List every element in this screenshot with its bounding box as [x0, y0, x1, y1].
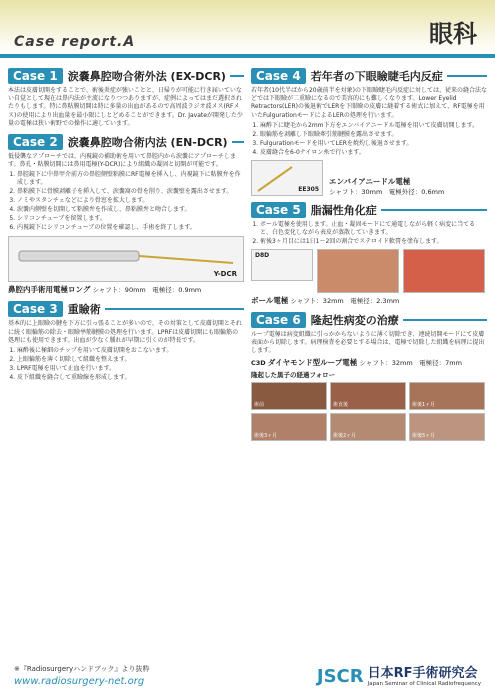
header-label: Case report.A: [14, 34, 136, 50]
ydcr-label: Y-DCR: [213, 270, 237, 279]
followup-photo: [409, 413, 485, 441]
case2-caption: [8, 284, 244, 295]
right-column: [251, 62, 487, 441]
case5-title: 脂漏性角化症: [310, 203, 377, 217]
case5-media-row: [251, 249, 487, 293]
followup-photo: [409, 382, 485, 410]
keratosis-photo: [317, 249, 399, 293]
jscr-logo-icon: JSCR: [316, 666, 364, 687]
case4-tag: Case 4: [251, 68, 306, 84]
photo-label: 術前: [254, 402, 265, 409]
followup-photo: [251, 413, 327, 441]
case6-photo-grid: [251, 382, 487, 441]
footer: [0, 660, 495, 700]
case2-step: 2. 鼻粘膜下に骨膜剥離子を挿入して、涙嚢窩の骨を削り、涙嚢壁を露出させます。: [17, 188, 244, 196]
case3-title: 重瞼術: [67, 303, 101, 317]
case1-heading: [8, 68, 244, 84]
case3-steps: [8, 347, 244, 382]
case2-body: 低侵襲なアプローチでは、内視鏡の補助術を用いて鼻腔内から涙嚢にアプローチします。鼻孔・粘膜切開には鼻用電極(Y-DCR)により組織の凝固と切開が可能です。: [8, 153, 237, 169]
case3-step: 2. 上眼輪筋を薄く切除して組織を整えます。: [17, 356, 244, 364]
left-column: [8, 62, 244, 383]
case2-step: 3. ノミやスタンチェなどにより骨窓を拡大します。: [17, 197, 244, 205]
case2-step: 6. 内視鏡下にシリコンチューブの位置を確認し、手術を終了します。: [17, 224, 244, 232]
case2-step: 4. 涙嚢内側壁を切開して粘膜弁を作成し、鼻粘膜弁と吻合します。: [17, 206, 244, 214]
followup-photo: [251, 382, 327, 410]
case6-rule: [403, 319, 487, 321]
keratosis-photo: [403, 249, 485, 293]
case3-body: 基本的に上眼瞼の腱を下方に引っ張ることが多いので、その対策として皮膚切開とそれに続く眼輪筋の除去・眼瞼挙筋腱膜の処理を行います。LPRFは皮膚切開にも眼輪筋の処理にも使用できます。出血が少なく腫れが早期に引くのが特長です。: [8, 320, 242, 344]
case4-step: 2. 眼輪筋を剥離し下眼瞼牽引筋腱膜を露出させます。: [260, 131, 487, 139]
footer-url[interactable]: www.radiosurgery-net.org: [14, 676, 145, 687]
case3-tag: Case 3: [8, 301, 63, 317]
case2-steps: [8, 171, 244, 232]
followup-photo: [330, 413, 406, 441]
photo-label: 術後3ヶ月: [254, 433, 278, 440]
case2-device-spec: シャフト：90mm 電極径：0.9mm: [92, 286, 202, 295]
header-divider: [0, 54, 495, 58]
case3-rule: [105, 308, 244, 310]
electrode-illustration: [9, 237, 244, 281]
case2-step: 5. シリコンチューブを留置します。: [17, 215, 244, 223]
case1-tag: Case 1: [8, 68, 63, 84]
case5-device-name: ボール電極: [251, 295, 289, 305]
case5-rule: [381, 209, 487, 211]
case6-heading: [251, 312, 487, 328]
case5-tag: Case 5: [251, 202, 306, 218]
header-title: 眼科: [429, 20, 477, 48]
case6-device-spec: シャフト：32mm 電極径：7mm: [359, 359, 462, 368]
case1-rule: [230, 75, 244, 77]
ydcr-electrode-image: [8, 236, 244, 282]
case2-title: 涙嚢鼻腔吻合術内法 (EN-DCR): [67, 136, 228, 150]
ee305-label: EE305: [298, 185, 319, 193]
case4-device-name: エンバイアニードル電極: [329, 176, 411, 186]
case5-heading: [251, 202, 487, 218]
case1-title: 涙嚢鼻腔吻合術外法 (EX-DCR): [67, 70, 226, 83]
case2-heading: [8, 134, 244, 150]
c3d-label: C3D: [251, 359, 266, 368]
case5-step: 2. 術後3ヶ月目には1日1〜2回の割合でステロイド軟膏を塗布します。: [260, 238, 487, 246]
org-logo: [317, 666, 481, 687]
case5-device-spec: シャフト：32mm 電極径：2.3mm: [290, 296, 400, 305]
case3-step: 1. 麻酔後に極細のチップを用いて皮膚切開をおこないます。: [17, 347, 244, 355]
case4-device-spec: シャフト：30mm 電極外径：0.6mm: [329, 187, 445, 196]
case2-device-name: 鼻腔内手術用電極ロング: [8, 285, 91, 295]
case6-body: ループ電極は病変組織に引っかからないように薄く切除でき、連続切開モードにて皮膚表面から切除します。病理検査を必要とする場合は、電極で切除した組織を病理に提出します。: [251, 330, 485, 355]
case1-body: 本法は皮膚切開をすることで、術後炎症が強いことと、日帰りが可能に行き届いていない自覚として現在は鼻内法が主流になりつつありますが、症例によってはまだ選択されたりもします。特に鼻粘膜切開は時に多量の出血があるので高周波ラジオ波メス(RFメス)の使用により出血量を最小限にしとどめることができます。Dr. Javateが開発した少量の電極は狭い術野での操作に適しています。: [8, 87, 243, 127]
photo-label: 術後5ヶ月: [412, 433, 436, 440]
case4-steps: [251, 122, 487, 157]
case6-followup-title: 隆起した黒子の経過フォロー: [251, 371, 336, 380]
case4-rule: [447, 75, 487, 77]
org-subtitle: Japan Seminar of Clinical Radiofrequency: [367, 680, 481, 687]
case6-caption: [251, 357, 487, 368]
d8d-electrode-image: [251, 249, 313, 281]
case6-tag: Case 6: [251, 312, 306, 328]
case3-heading: [8, 301, 244, 317]
org-name: 日本RF手術研究会: [367, 665, 478, 681]
case4-step: 3. Fulgurationモードを用いてLERを焼灼し後退させます。: [260, 140, 487, 148]
case6-device-name: ダイヤモンド型ループ電極: [267, 358, 358, 368]
case5-caption: [251, 295, 487, 306]
case4-caption: [329, 176, 444, 196]
case4-step: 4. 皮膚縫合を6-0ナイロン糸で行います。: [260, 149, 487, 157]
photo-label: 術後2ヶ月: [333, 433, 357, 440]
case3-step: 3. LPRF電極を用いて止血を行います。: [17, 365, 244, 373]
case4-title: 若年者の下眼瞼睫毛内反症: [310, 70, 443, 83]
case4-body: 若年者(10代半ばから20歳前半を対象)の下眼瞼睫毛内反症に対しては、従来の縫合法などでは下眼瞼が二重瞼になるので美容的にも難しくなります。Lower Eyelid Retractors(LER)の後退術でLERを下眼瞼の皮膚に縫着する術式に加えて、RF電極を用いたFulgurationモードによるLERの処理を行います。: [251, 87, 487, 119]
footer-note: ※『Radiosurgeryハンドブック』より抜粋: [14, 665, 150, 673]
case2-step: 1. 鼻腔鏡下に中鼻甲介前方の鼻腔側壁粘膜にRF電極を挿入し、内視鏡下に粘膜弁を作成します。: [17, 171, 244, 187]
case2-tag: Case 2: [8, 134, 63, 150]
photo-label: 術後1ヶ月: [412, 402, 436, 409]
case4-step: 1. 麻酔下に睫毛から2mm下方をエンバイアニードル電極を用いて皮膚切開します。: [260, 122, 487, 130]
photo-label: 術直後: [333, 402, 349, 409]
case2-rule: [232, 141, 244, 143]
case3-step: 4. 皮下組織を縫合して重瞼線を形成します。: [17, 374, 244, 382]
case4-heading: [251, 68, 487, 84]
case4-device-row: [251, 160, 487, 196]
followup-photo: [330, 382, 406, 410]
case5-steps: [251, 221, 487, 246]
ee305-electrode-image: [251, 160, 323, 196]
case6-title: 隆起性病変の治療: [310, 313, 399, 327]
case5-step: 1. ボール電極を使用します。止血・凝固モードにて通電しながら軽く病変に当てると、白色変化しながら表皮が蒸散していきます。: [260, 221, 487, 237]
d8d-label: D8D: [255, 251, 270, 259]
